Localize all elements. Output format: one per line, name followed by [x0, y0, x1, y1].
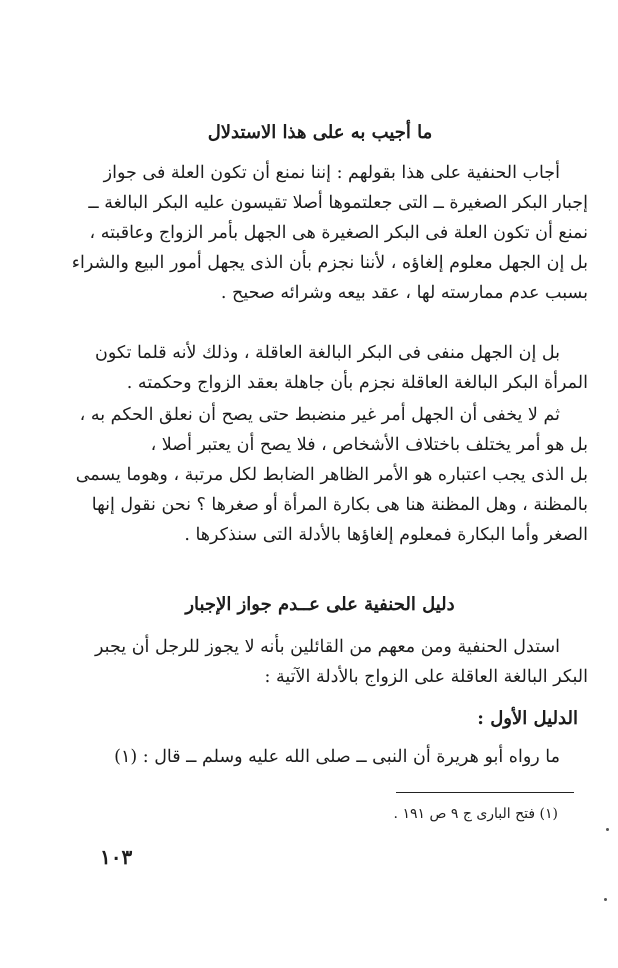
speck-mark — [606, 828, 609, 831]
paragraph-1-line-3: نمنع أن تكون العلة فى البكر الصغيرة هى الجهل بأمر الزواج وعاقبته ، — [89, 223, 588, 243]
paragraph-1-line-1: أجاب الحنفية على هذا بقولهم : إننا نمنع أن تكون العلة فى جواز — [103, 163, 560, 183]
paragraph-1-line-4: بل إن الجهل معلوم إلغاؤه ، لأننا نجزم بأن الذى يجهل أمور البيع والشراء — [71, 253, 588, 273]
section-heading-1: ما أجيب به على هذا الاستدلال — [207, 122, 433, 143]
paragraph-3-line-3: بل الذى يجب اعتباره هو الأمر الظاهر الضابط لكل مرتبة ، وهوما يسمى — [75, 465, 588, 485]
paragraph-3-line-4: بالمظنة ، وهل المظنة هنا هى بكارة المرأة أو صغرها ؟ نحن نقول إنها — [91, 495, 588, 515]
paragraph-3-line-2: بل هو أمر يختلف باختلاف الأشخاص ، فلا يصح أن يعتبر أصلا ، — [150, 435, 588, 455]
paragraph-5-line-1: ما رواه أبو هريرة أن النبى ــ صلى الله عليه وسلم ــ قال : (١) — [114, 747, 560, 767]
page-number: ١٠٣ — [100, 845, 133, 869]
paragraph-2-line-1: بل إن الجهل منفى فى البكر البالغة العاقلة ، وذلك لأنه قلما تكون — [95, 343, 560, 363]
first-evidence-heading: الدليل الأول : — [477, 708, 578, 729]
footnote-divider — [396, 792, 574, 793]
paragraph-3 — [52, 400, 588, 550]
paragraph-4-line-1: استدل الحنفية ومن معهم من القائلين بأنه لا يجوز للرجل أن يجبر — [95, 637, 560, 657]
paragraph-2-line-2: المرأة البكر البالغة العاقلة نجزم بأن جاهلة بعقد الزواج وحكمته . — [126, 373, 588, 393]
speck-mark — [604, 898, 607, 901]
paragraph-4-line-2: البكر البالغة العاقلة على الزواج بالأدلة الآتية : — [264, 667, 588, 687]
paragraph-1-line-2: إجبار البكر الصغيرة ــ التى جعلتموها أصلا تقيسون عليه البكر البالغة ــ — [88, 193, 588, 213]
footnote: (١) فتح البارى ج ٩ ص ١٩١ . — [393, 806, 558, 822]
paragraph-5 — [52, 742, 588, 772]
section-heading-2: دليل الحنفية على عــدم جواز الإجبار — [185, 594, 455, 615]
paragraph-4 — [52, 632, 588, 692]
paragraph-2 — [52, 338, 588, 398]
paragraph-3-line-1: ثم لا يخفى أن الجهل أمر غير منضبط حتى يصح أن نعلق الحكم به ، — [79, 405, 560, 425]
paragraph-3-line-5: الصغر وأما البكارة فمعلوم إلغاؤها بالأدلة التى سنذكرها . — [184, 525, 588, 545]
paragraph-1 — [52, 158, 588, 308]
paragraph-1-line-5: بسبب عدم ممارسته لها ، عقد بيعه وشرائه صحيح . — [220, 283, 588, 303]
